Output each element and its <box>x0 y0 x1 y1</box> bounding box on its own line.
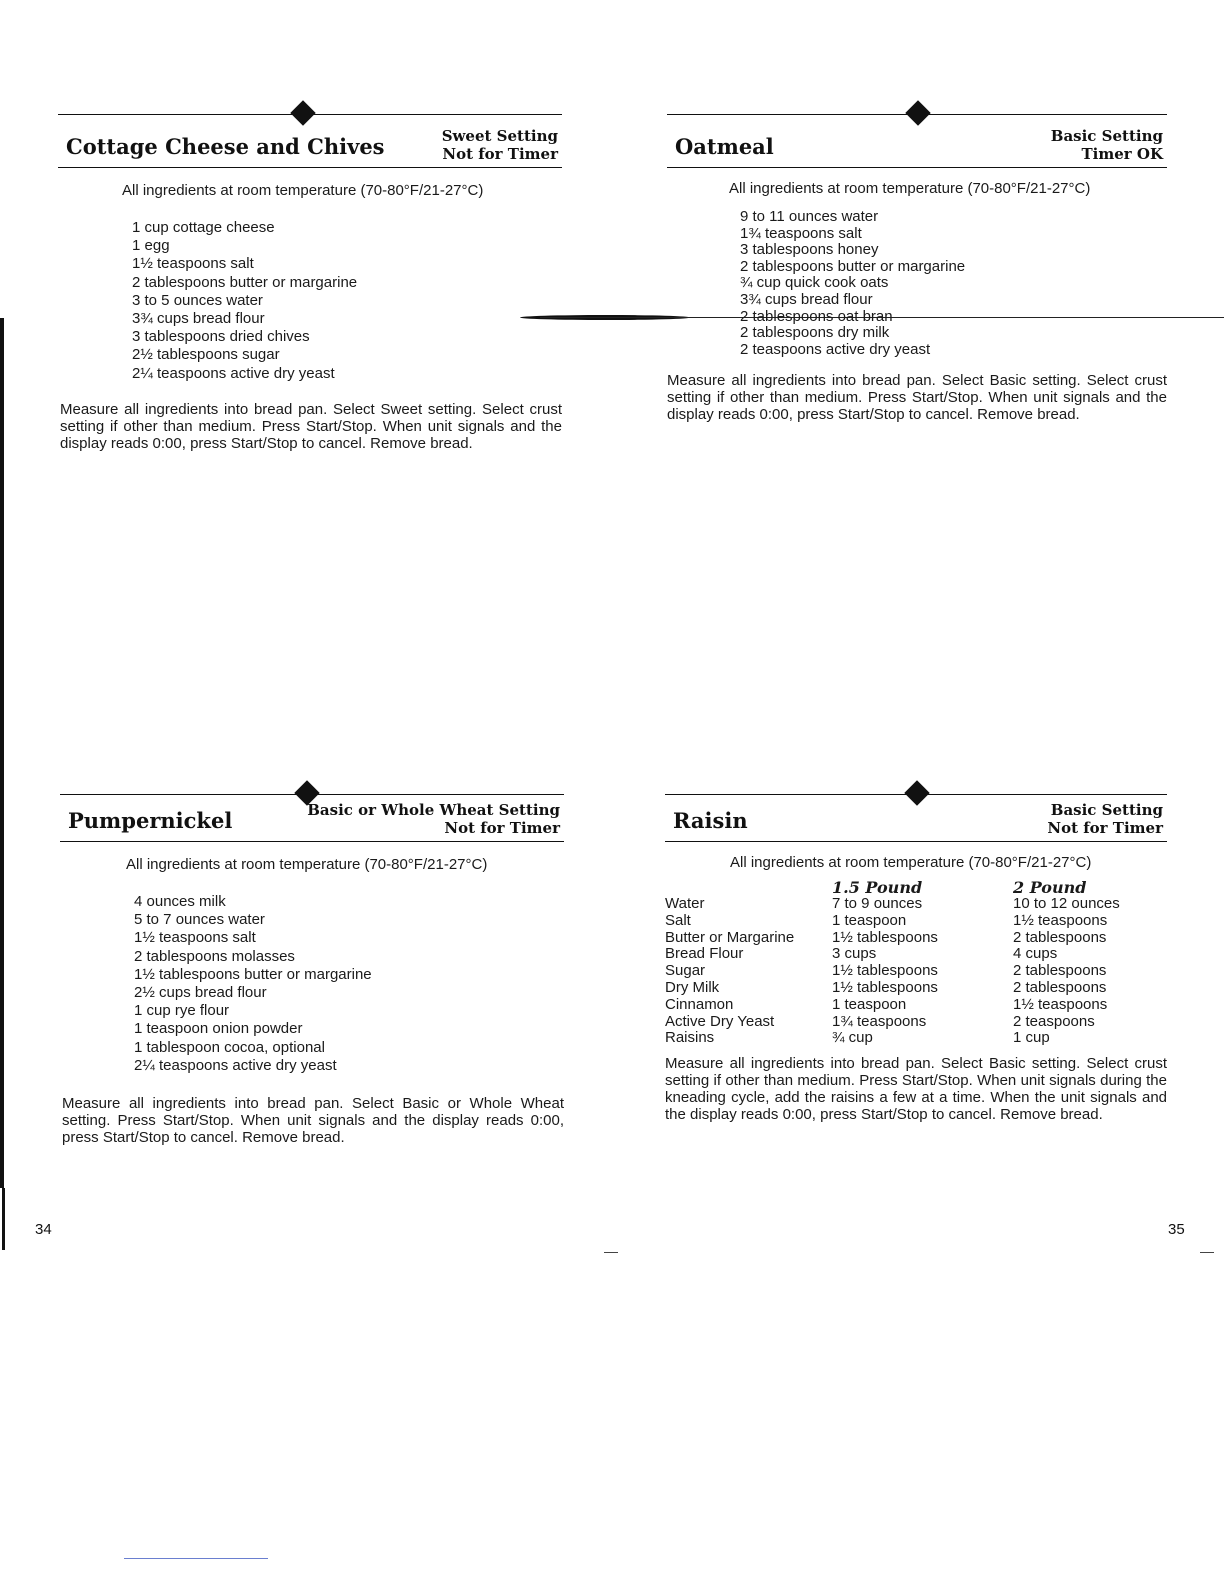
recipe-title: Pumpernickel <box>68 808 233 833</box>
recipe-header <box>58 114 562 168</box>
ingredient-table <box>665 879 1167 1049</box>
amount: 1½ teaspoons <box>1013 911 1108 929</box>
recipe-header <box>667 114 1167 168</box>
recipe-header <box>60 794 564 842</box>
amount: 1½ tablespoons <box>832 978 938 996</box>
ingredient: 1 teaspoon onion powder <box>134 1020 303 1038</box>
page-number-right: 35 <box>1168 1221 1185 1238</box>
ingredient: 2½ cups bread flour <box>134 984 267 1002</box>
ingredient: 2 tablespoons dry milk <box>740 324 890 342</box>
amount-column-1-5-pound <box>832 879 938 1047</box>
amount: 3 cups <box>832 945 877 963</box>
ingredient-table-head-spacer <box>665 879 794 896</box>
amount: 1 cup <box>1013 1029 1050 1047</box>
ingredient: 1 cup cottage cheese <box>132 219 275 236</box>
amount: 2 teaspoons <box>1013 1012 1095 1030</box>
setting-line-1: Basic Setting <box>1050 801 1163 819</box>
setting-line-2: Not for Timer <box>1047 819 1163 837</box>
setting-line-2: Timer OK <box>1081 145 1163 163</box>
diamond-icon <box>905 100 930 125</box>
ingredient: 3 to 5 ounces water <box>132 291 263 309</box>
recipe-cottage-cheese-chives <box>58 114 562 452</box>
temperature-note: All ingredients at room temperature (70-80°F/21-27°C) <box>729 180 1091 197</box>
amount: ¾ cup <box>832 1029 873 1047</box>
amount: 1½ teaspoons <box>1013 995 1108 1013</box>
recipe-setting <box>1051 127 1163 163</box>
method-text: Measure all ingredients into bread pan. Select Basic or Whole Wheat setting. Press Start/Stop. When unit signals and the display reads 0:00, press Start/Stop to cancel. Remove bread. <box>62 1095 564 1147</box>
ingredient: 1½ teaspoons salt <box>132 255 254 273</box>
ingredient-list <box>58 219 562 383</box>
ingredient-list <box>667 209 1167 358</box>
ingredient-name: Raisins <box>665 1029 715 1047</box>
ingredient: 1¾ teaspoons salt <box>740 224 862 242</box>
column-header-2-pound: 2 Pound <box>1013 878 1087 897</box>
ingredient-name: Water <box>665 895 705 912</box>
method-text: Measure all ingredients into bread pan. Select Basic setting. Select crust setting if other than medium. Press Start/Stop. When unit signals and the display reads 0:00, press Start/Stop to cancel. Remove bread. <box>667 372 1167 424</box>
recipe-setting <box>1047 801 1163 837</box>
ingredient: 2½ tablespoons sugar <box>132 346 280 364</box>
setting-line-1: Basic or Whole Wheat Setting <box>307 801 560 819</box>
temperature-note: All ingredients at room temperature (70-80°F/21-27°C) <box>126 856 488 873</box>
ingredient: 9 to 11 ounces water <box>740 208 879 225</box>
page-edge-bottom <box>2 1188 5 1250</box>
recipe-title: Cottage Cheese and Chives <box>66 134 385 159</box>
ingredient-name: Sugar <box>665 962 706 980</box>
method-text: Measure all ingredients into bread pan. Select Sweet setting. Select crust setting if other than medium. Press Start/Stop. When unit signals and the display reads 0:00, press Start/Stop to cancel. Remove bread. <box>60 400 562 452</box>
amount: 2 tablespoons <box>1013 962 1107 980</box>
column-header-1-5-pound: 1.5 Pound <box>832 878 923 897</box>
ingredient-name: Salt <box>665 911 691 929</box>
recipe-title: Oatmeal <box>675 134 774 159</box>
ingredient: 2 tablespoons butter or margarine <box>132 273 358 291</box>
ingredient: 1½ teaspoons salt <box>134 929 256 947</box>
ingredient: 5 to 7 ounces water <box>134 911 265 929</box>
diamond-icon <box>290 100 315 125</box>
ingredient: 3 tablespoons honey <box>740 241 879 259</box>
ingredient: 2¼ teaspoons active dry yeast <box>134 1056 337 1074</box>
amount: 4 cups <box>1013 945 1058 963</box>
recipe-oatmeal <box>667 114 1167 423</box>
temperature-note: All ingredients at room temperature (70-80°F/21-27°C) <box>730 854 1092 871</box>
setting-line-2: Not for Timer <box>442 145 558 163</box>
amount: 2 tablespoons <box>1013 928 1107 946</box>
setting-line-2: Not for Timer <box>444 819 560 837</box>
ingredient: 4 ounces milk <box>134 893 226 910</box>
setting-line-1: Basic Setting <box>1050 127 1163 145</box>
ingredient-list <box>60 893 564 1075</box>
amount: 1 teaspoon <box>832 995 907 1013</box>
ingredient: 3¾ cups bread flour <box>740 290 873 308</box>
amount: 1½ tablespoons <box>832 928 938 946</box>
amount: 2 tablespoons <box>1013 978 1107 996</box>
ingredient: 2¼ teaspoons active dry yeast <box>132 364 335 382</box>
ingredient-name: Cinnamon <box>665 995 734 1013</box>
ingredient: 3 tablespoons dried chives <box>132 328 310 346</box>
ingredient: 2 teaspoons active dry yeast <box>740 340 931 358</box>
amount: 1 teaspoon <box>832 911 907 929</box>
ingredient: 3¾ cups bread flour <box>132 310 265 328</box>
ingredient: 1½ tablespoons butter or margarine <box>134 965 372 983</box>
recipe-setting <box>442 127 558 163</box>
amount: 7 to 9 ounces <box>832 895 923 912</box>
ingredient-name: Butter or Margarine <box>665 928 795 946</box>
ingredient-name: Bread Flour <box>665 945 744 963</box>
recipe-title: Raisin <box>673 808 748 833</box>
setting-line-1: Sweet Setting <box>441 127 558 145</box>
fold-tick-right <box>1200 1252 1214 1253</box>
amount: 1½ tablespoons <box>832 962 938 980</box>
ingredient: 1 tablespoon cocoa, optional <box>134 1038 325 1056</box>
ingredient-name: Dry Milk <box>665 978 720 996</box>
recipe-raisin <box>665 794 1167 1123</box>
ingredient: ¾ cup quick cook oats <box>740 274 889 292</box>
recipe-header <box>665 794 1167 842</box>
ingredient: 1 egg <box>132 237 170 255</box>
ingredient: 1 cup rye flour <box>134 1002 230 1020</box>
ingredient-name-column <box>665 879 794 1047</box>
page-number-left: 34 <box>35 1221 52 1238</box>
amount-column-2-pound <box>1013 879 1120 1047</box>
recipe-pumpernickel <box>60 794 564 1146</box>
blue-scan-line <box>124 1558 268 1559</box>
recipe-setting <box>307 801 560 837</box>
ingredient: 2 tablespoons butter or margarine <box>740 257 966 275</box>
amount: 10 to 12 ounces <box>1013 895 1120 912</box>
page-edge-top <box>0 318 4 1188</box>
fold-tick-center <box>604 1252 618 1253</box>
amount: 1¾ teaspoons <box>832 1012 927 1030</box>
diamond-icon <box>904 780 929 805</box>
temperature-note: All ingredients at room temperature (70-80°F/21-27°C) <box>122 182 484 199</box>
ingredient: 2 tablespoons molasses <box>134 947 295 965</box>
method-text: Measure all ingredients into bread pan. Select Basic setting. Select crust setting if other than medium. Press Start/Stop. When unit signals during the kneading cycle, add the raisins a few at a time. When the unit signals and the display reads 0:00, press Start/Stop to cancel. Remove bread. <box>665 1055 1167 1123</box>
ingredient: 2 tablespoons oat bran <box>740 307 893 325</box>
ingredient-name: Active Dry Yeast <box>665 1012 775 1030</box>
